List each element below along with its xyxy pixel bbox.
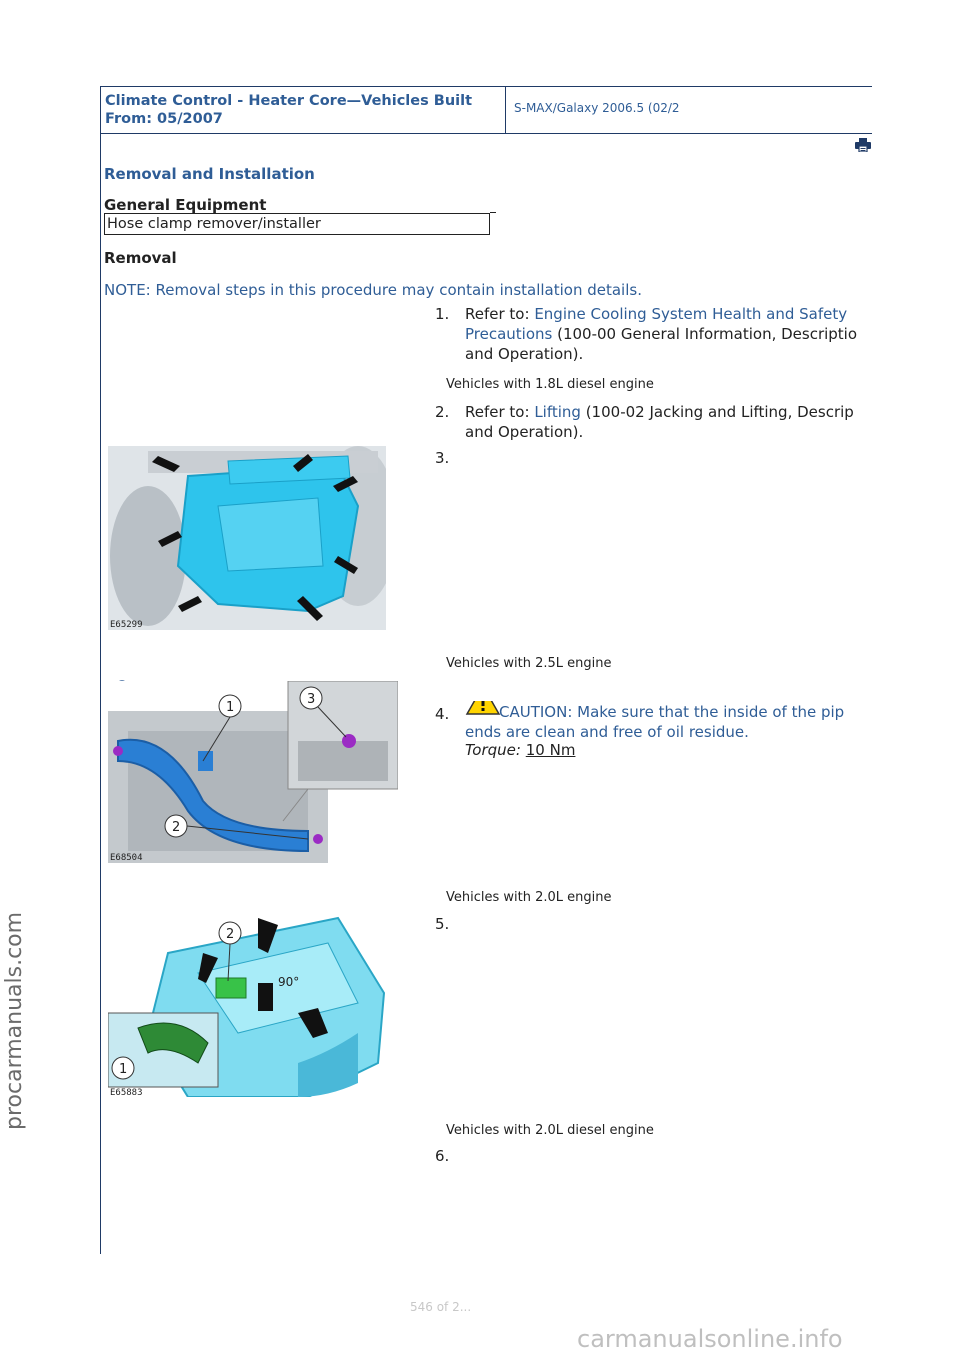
- callout-2: 2: [226, 927, 235, 942]
- torque-spec: [465, 741, 575, 759]
- vehicle-label-3: Vehicles with 2.0L engine: [446, 890, 612, 905]
- removal-note: NOTE: Removal steps in this procedure may contain installation details.: [104, 281, 642, 299]
- step-number: 6.: [435, 1147, 450, 1165]
- document-header: [100, 86, 872, 134]
- intake-pipe-illustration: [108, 681, 398, 863]
- vehicle-label-4: Vehicles with 2.0L diesel engine: [446, 1123, 654, 1138]
- left-rule: [100, 86, 101, 1254]
- step-6: [435, 1146, 873, 1166]
- caution-text: CAUTION: Make sure that the inside of the pip: [499, 703, 845, 721]
- equipment-item: Hose clamp remover/installer: [107, 216, 321, 232]
- step-number: 5.: [435, 915, 450, 933]
- removal-heading: Removal: [104, 249, 177, 267]
- link-cooling-safety-precautions[interactable]: Engine Cooling System Health and Safety: [534, 305, 848, 323]
- figure-label: E65883: [110, 1088, 143, 1097]
- side-watermark-text: procarmanuals.com: [2, 911, 27, 1130]
- refer-to-label: Refer to:: [465, 305, 535, 323]
- caution-text-cont: ends are clean and free of oil residue.: [465, 723, 749, 741]
- step-3: [435, 448, 873, 468]
- vehicle-label-1: Vehicles with 1.8L diesel engine: [446, 377, 654, 392]
- reference-text: (100-00 General Information, Descriptio: [552, 325, 858, 343]
- reference-text-cont: and Operation).: [465, 345, 584, 363]
- step-number: 2.: [435, 403, 450, 421]
- angle-label: 90°: [278, 975, 300, 989]
- undertray-illustration: [108, 446, 386, 630]
- callout-2: 2: [172, 820, 181, 835]
- callout-3: 3: [307, 692, 316, 707]
- page-title-line2: From: 05/2007: [105, 111, 223, 127]
- callout-1: 1: [226, 700, 235, 715]
- page-title: [105, 92, 500, 128]
- page-number: 546 of 2...: [410, 1300, 472, 1314]
- figure-engine-cover[interactable]: [108, 913, 394, 1097]
- step-number: 1.: [435, 305, 450, 323]
- equipment-table: [104, 213, 490, 235]
- page-title-line1: Climate Control - Heater Core—Vehicles Built: [105, 93, 473, 109]
- step-number: 3.: [435, 449, 450, 467]
- figure-label: E65299: [110, 620, 143, 630]
- step-2: [435, 402, 873, 444]
- torque-value: 10 Nm: [525, 741, 576, 759]
- step-1: [435, 304, 873, 366]
- vehicle-label-2: Vehicles with 2.5L engine: [446, 656, 612, 671]
- table-tick: [490, 212, 496, 213]
- figure-label: E68504: [110, 853, 143, 863]
- refer-to-label: Refer to:: [465, 403, 535, 421]
- figure-undertray[interactable]: [108, 446, 386, 630]
- engine-cover-illustration: [108, 913, 394, 1097]
- warning-triangle-icon: [465, 701, 501, 716]
- general-equipment-heading: General Equipment: [104, 196, 267, 214]
- model-label: S-MAX/Galaxy 2006.5 (02/2: [514, 101, 680, 115]
- step-5: [435, 914, 873, 934]
- reference-text: (100-02 Jacking and Lifting, Descrip: [580, 403, 854, 421]
- bottom-watermark: carmanualsonline.info: [577, 1325, 843, 1353]
- torque-label: Torque:: [465, 741, 521, 759]
- link-cooling-safety-precautions-cont[interactable]: Precautions: [465, 325, 553, 343]
- step-number: 4.: [435, 705, 450, 723]
- header-divider: [505, 87, 506, 133]
- figure-intake-pipe[interactable]: [108, 681, 398, 863]
- reference-text-cont: and Operation).: [465, 423, 584, 441]
- section-title: Removal and Installation: [104, 165, 315, 183]
- print-icon[interactable]: [855, 138, 871, 152]
- step-4: [435, 701, 873, 741]
- callout-1: 1: [119, 1062, 128, 1077]
- link-lifting[interactable]: Lifting: [534, 403, 581, 421]
